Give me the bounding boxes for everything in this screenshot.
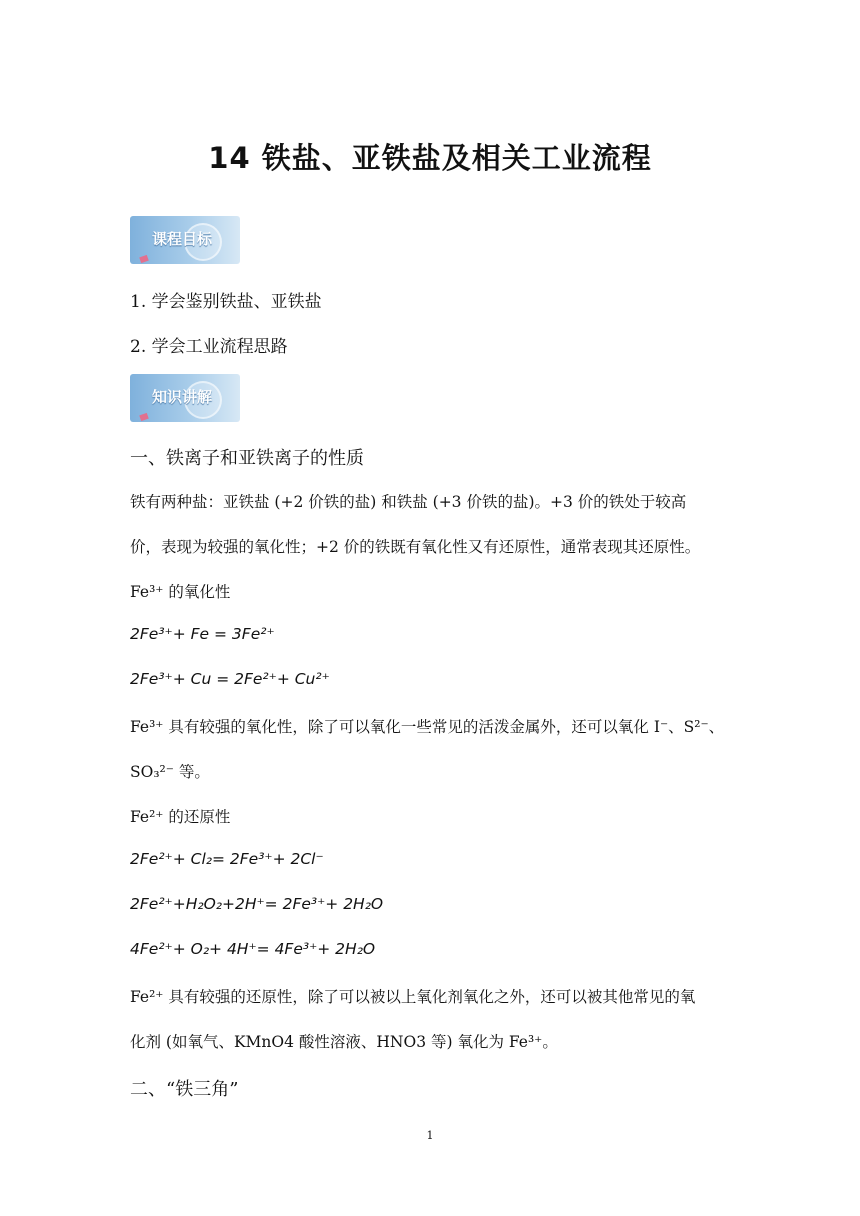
knowledge-banner (130, 374, 240, 422)
intro-paragraph-line: 铁有两种盐：亚铁盐 (+2 价铁的盐) 和铁盐 (+3 价铁的盐)。+3 价的铁处于较高 (130, 493, 687, 511)
course-goals-banner (130, 216, 240, 264)
knowledge-banner-label: 知识讲解 (152, 388, 213, 406)
fe2-note-line: 化剂 (如氧气、KMnO4 酸性溶液、HNO3 等) 氧化为 Fe³⁺。 (130, 1033, 558, 1051)
fe2-note-line: Fe²⁺ 具有较强的还原性，除了可以被以上氧化剂氧化之外，还可以被其他常见的氧 (130, 988, 696, 1006)
equation: 2Fe³⁺+ Fe = 3Fe²⁺ (130, 625, 275, 643)
banner-flag-icon (139, 255, 149, 263)
page-number: 1 (426, 1129, 434, 1142)
fe3-heading: Fe³⁺ 的氧化性 (130, 583, 231, 601)
section-heading: 二、“铁三角” (130, 1079, 239, 1100)
equation: 2Fe²⁺+ Cl₂= 2Fe³⁺+ 2Cl⁻ (130, 850, 324, 868)
intro-paragraph-line: 价，表现为较强的氧化性；+2 价的铁既有氧化性又有还原性，通常表现其还原性。 (130, 538, 701, 556)
equation: 2Fe³⁺+ Cu = 2Fe²⁺+ Cu²⁺ (130, 670, 330, 688)
fe3-note-line: SO₃²⁻ 等。 (130, 763, 210, 781)
goal-item: 2. 学会工业流程思路 (130, 337, 288, 357)
fe2-heading: Fe²⁺ 的还原性 (130, 808, 231, 826)
section-heading: 一、铁离子和亚铁离子的性质 (130, 448, 364, 469)
course-goals-banner-label: 课程目标 (152, 230, 213, 248)
banner-flag-icon (139, 413, 149, 421)
goal-item: 1. 学会鉴别铁盐、亚铁盐 (130, 292, 322, 312)
equation: 4Fe²⁺+ O₂+ 4H⁺= 4Fe³⁺+ 2H₂O (130, 940, 376, 958)
document-title: 14 铁盐、亚铁盐及相关工业流程 (208, 141, 652, 175)
fe3-note-line: Fe³⁺ 具有较强的氧化性，除了可以氧化一些常见的活泼金属外，还可以氧化 I⁻、S²⁻、 (130, 718, 725, 736)
equation: 2Fe²⁺+H₂O₂+2H⁺= 2Fe³⁺+ 2H₂O (130, 895, 384, 913)
